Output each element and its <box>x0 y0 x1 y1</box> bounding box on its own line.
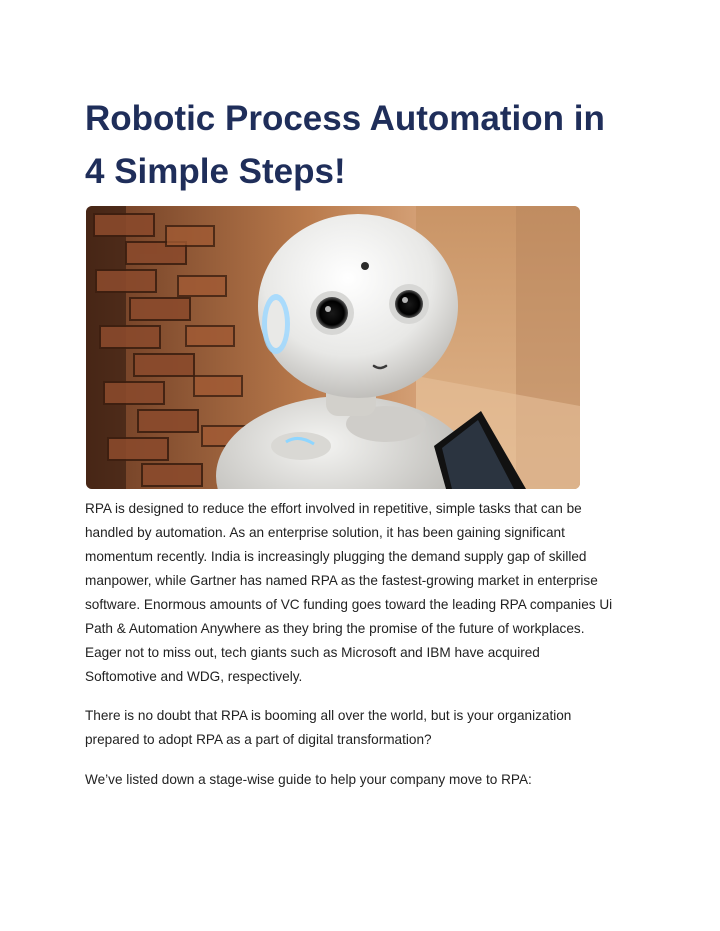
page-title <box>85 92 685 198</box>
title-line: 4 Simple Steps! <box>85 152 346 191</box>
intro-paragraph <box>85 497 645 689</box>
paragraph-line: prepared to adopt RPA as a part of digital transformation? <box>85 732 432 747</box>
paragraph-line: handled by automation. As an enterprise solution, it has been gaining significant <box>85 525 565 540</box>
paragraph-line: There is no doubt that RPA is booming all over the world, but is your organization <box>85 708 572 723</box>
question-paragraph <box>85 704 645 752</box>
paragraph-line: manpower, while Gartner has named RPA as the fastest-growing market in enterprise <box>85 573 598 588</box>
paragraph-line: Eager not to miss out, tech giants such as Microsoft and IBM have acquired <box>85 645 540 660</box>
paragraph-line: software. Enormous amounts of VC funding goes toward the leading RPA companies Ui <box>85 597 613 612</box>
title-line: Robotic Process Automation in <box>85 99 605 138</box>
paragraph-line: RPA is designed to reduce the effort involved in repetitive, simple tasks that can be <box>85 501 582 516</box>
robot-image <box>86 206 580 489</box>
paragraph-line: momentum recently. India is increasingly plugging the demand supply gap of skilled <box>85 549 587 564</box>
guide-intro-paragraph <box>85 768 645 792</box>
paragraph-line: We’ve listed down a stage-wise guide to help your company move to RPA: <box>85 772 532 787</box>
paragraph-line: Softomotive and WDG, respectively. <box>85 669 303 684</box>
paragraph-line: Path & Automation Anywhere as they bring the promise of the future of workplaces. <box>85 621 585 636</box>
